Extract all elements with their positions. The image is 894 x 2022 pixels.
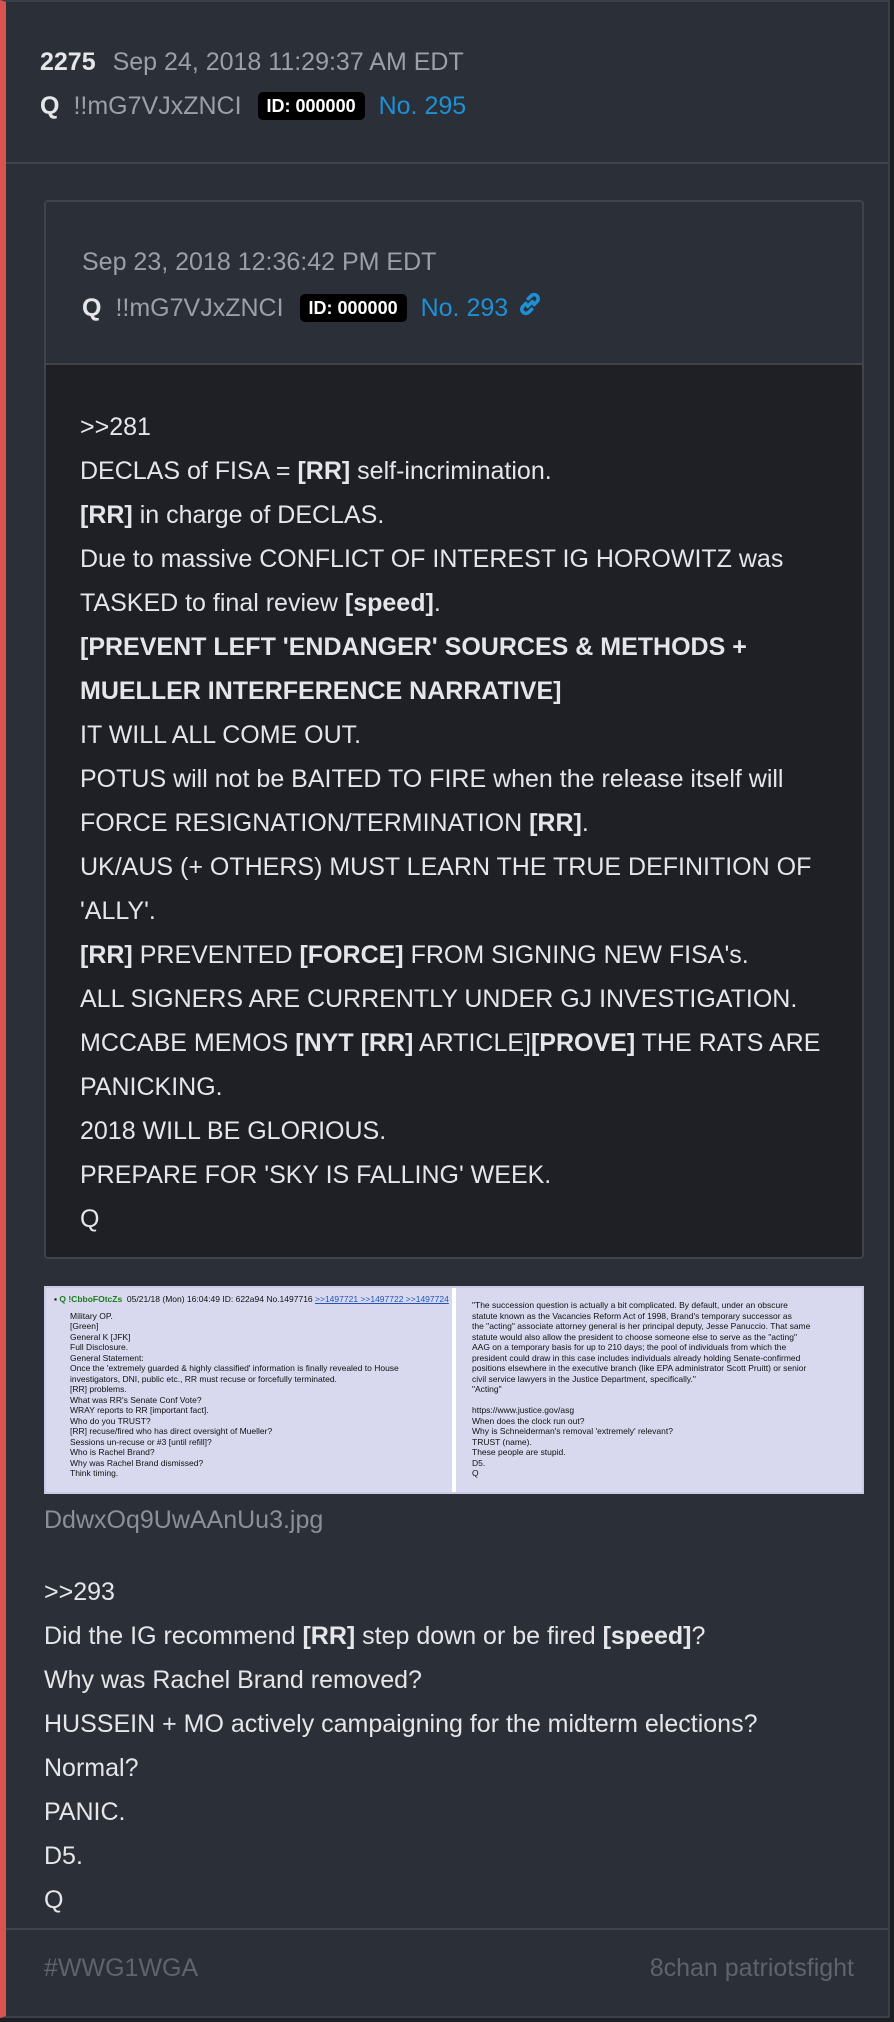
image-reply-links: >>1497721 >>1497722 >>1497724 bbox=[315, 1294, 449, 1304]
post-number: 2275 bbox=[40, 48, 96, 76]
quoted-line: 'ALLY'. bbox=[80, 897, 156, 925]
link-icon[interactable] bbox=[516, 290, 544, 326]
quoted-body bbox=[46, 363, 862, 1257]
image-text-line: president could draw in this case includes individuals already holding Senate-confirmed bbox=[472, 1352, 801, 1363]
image-text-line: General K [JFK] bbox=[70, 1331, 131, 1342]
quoted-author: Q bbox=[82, 294, 102, 322]
image-text-line: Think timing. bbox=[70, 1468, 119, 1478]
image-text-line: Who do you TRUST? bbox=[70, 1415, 151, 1426]
image-text-line: investigators, DNI, public etc., RR must recuse or forcefully terminated. bbox=[70, 1373, 337, 1384]
image-text-line: "The succession question is actually a bit complicated. By default, under an obscure bbox=[472, 1300, 788, 1310]
reply-line: Did the IG recommend [RR] step down or be fired [speed]? bbox=[44, 1622, 706, 1650]
image-post-meta: 05/21/18 (Mon) 16:04:49 ID: 622a94 No.1497716 bbox=[126, 1294, 313, 1304]
reply-line: D5. bbox=[44, 1842, 83, 1870]
quoted-post bbox=[44, 200, 864, 1259]
image-text-line: statute would also allow the president to choose someone else to serve as the "acting" bbox=[472, 1331, 797, 1342]
quoted-line: Due to massive CONFLICT OF INTEREST IG HOROWITZ was bbox=[80, 545, 784, 573]
image-text-line: [Green] bbox=[70, 1321, 99, 1331]
post-footer bbox=[6, 1928, 888, 2016]
image-left-panel bbox=[46, 1288, 456, 1492]
reply-line: >>293 bbox=[44, 1578, 115, 1606]
image-right-text bbox=[472, 1300, 846, 1479]
reply-body bbox=[44, 1570, 757, 1922]
image-text-line bbox=[472, 1395, 846, 1406]
image-right-panel bbox=[456, 1288, 862, 1492]
quoted-line: POTUS will not be BAITED TO FIRE when the release itself will bbox=[80, 765, 784, 793]
quoted-line: TASKED to final review [speed]. bbox=[80, 589, 441, 617]
quoted-line: [RR] PREVENTED [FORCE] FROM SIGNING NEW FISA's. bbox=[80, 941, 749, 969]
quoted-post-number-link[interactable]: No. 293 bbox=[420, 294, 509, 322]
quoted-line: [RR] in charge of DECLAS. bbox=[80, 501, 385, 529]
quoted-line: FORCE RESIGNATION/TERMINATION [RR]. bbox=[80, 809, 589, 837]
source-label: 8chan patriotsfight bbox=[649, 1954, 854, 1982]
image-text-line: Q bbox=[472, 1468, 479, 1478]
image-text-line: WRAY reports to RR [important fact]. bbox=[70, 1405, 209, 1415]
quoted-line: 2018 WILL BE GLORIOUS. bbox=[80, 1117, 387, 1145]
image-text-line: Why was Rachel Brand dismissed? bbox=[70, 1457, 204, 1468]
hashtag: #WWG1WGA bbox=[44, 1954, 199, 1982]
image-text-line: Full Disclosure. bbox=[70, 1342, 129, 1352]
image-text-line: Sessions un-recuse or #3 [until refill]? bbox=[70, 1436, 212, 1447]
image-text-line: Who is Rachel Brand? bbox=[70, 1447, 155, 1457]
post-tripcode: !!mG7VJxZNCI bbox=[73, 92, 242, 120]
quoted-line: PANICKING. bbox=[80, 1073, 223, 1101]
image-text-line: [RR] recuse/fired who has direct oversight of Mueller? bbox=[70, 1426, 273, 1436]
image-left-text bbox=[54, 1311, 444, 1479]
image-text-line: Why is Schneiderman's removal 'extremely' relevant? bbox=[472, 1426, 673, 1436]
image-text-line: General Statement: bbox=[70, 1352, 144, 1363]
image-text-line: https://www.justice.gov/asg bbox=[472, 1405, 575, 1415]
id-badge: ID: 000000 bbox=[258, 92, 365, 120]
reply-line: PANIC. bbox=[44, 1798, 126, 1826]
image-filename[interactable]: DdwxOq9UwAAnUu3.jpg bbox=[44, 1506, 324, 1534]
image-poster-name: Q !CbboFOtcZs bbox=[59, 1294, 123, 1304]
reply-line: Normal? bbox=[44, 1754, 139, 1782]
post-header bbox=[40, 46, 466, 122]
quoted-line: >>281 bbox=[80, 413, 151, 441]
quoted-tripcode: !!mG7VJxZNCI bbox=[115, 294, 284, 322]
header-divider bbox=[6, 162, 888, 164]
quoted-line: DECLAS of FISA = [RR] self-incrimination. bbox=[80, 457, 552, 485]
image-text-line: positions elsewhere in the executive branch (like EPA administrator Scott Pruitt) or senior bbox=[472, 1363, 807, 1373]
reply-line: Q bbox=[44, 1886, 64, 1914]
reply-line: HUSSEIN + MO actively campaigning for the midterm elections? bbox=[44, 1710, 758, 1738]
post-author: Q bbox=[40, 92, 60, 120]
quoted-header bbox=[82, 246, 544, 326]
quoted-line: UK/AUS (+ OTHERS) MUST LEARN THE TRUE DEFINITION OF bbox=[80, 853, 812, 881]
image-text-line: Once the 'extremely guarded & highly classified' information is finally revealed to House bbox=[70, 1363, 399, 1373]
quoted-line: ALL SIGNERS ARE CURRENTLY UNDER GJ INVESTIGATION. bbox=[80, 985, 798, 1013]
post-date: Sep 24, 2018 11:29:37 AM EDT bbox=[112, 48, 464, 76]
quoted-line: IT WILL ALL COME OUT. bbox=[80, 721, 362, 749]
image-text-line: TRUST (name). bbox=[472, 1436, 532, 1447]
image-text-line: Military OP. bbox=[70, 1310, 113, 1321]
quoted-line: MCCABE MEMOS [NYT [RR] ARTICLE][PROVE] THE RATS ARE bbox=[80, 1029, 821, 1057]
image-text-line: the "acting" associate attorney general is her principal deputy, Jesse Panuccio. That same bbox=[472, 1321, 811, 1331]
image-text-line: civil service lawyers in the Justice Department, specifically." bbox=[472, 1373, 696, 1384]
image-text-line: When does the clock run out? bbox=[472, 1415, 585, 1426]
image-text-line: D5. bbox=[472, 1457, 486, 1468]
image-text-line: statute known as the Vacancies Reform Act of 1998, Brand's temporary successor as bbox=[472, 1310, 792, 1321]
quoted-date: Sep 23, 2018 12:36:42 PM EDT bbox=[82, 248, 437, 276]
quoted-id-badge: ID: 000000 bbox=[300, 294, 407, 322]
image-text-line: These people are stupid. bbox=[472, 1447, 566, 1457]
post-number-link[interactable]: No. 295 bbox=[378, 92, 467, 120]
image-text-line: "Acting" bbox=[472, 1384, 502, 1394]
image-text-line: [RR] problems. bbox=[70, 1384, 127, 1394]
image-text-line: What was RR's Senate Conf Vote? bbox=[70, 1394, 202, 1405]
quoted-line: MUELLER INTERFERENCE NARRATIVE] bbox=[80, 677, 562, 705]
reply-line: Why was Rachel Brand removed? bbox=[44, 1666, 422, 1694]
image-bullet: ▪ bbox=[54, 1294, 60, 1304]
quoted-line: [PREVENT LEFT 'ENDANGER' SOURCES & METHODS + bbox=[80, 633, 747, 661]
quoted-line: PREPARE FOR 'SKY IS FALLING' WEEK. bbox=[80, 1161, 552, 1189]
quoted-line: Q bbox=[80, 1205, 100, 1233]
attached-image[interactable] bbox=[44, 1286, 864, 1494]
image-text-line: AAG on a temporary basis for up to 210 days; the pool of individuals from which the bbox=[472, 1342, 787, 1352]
